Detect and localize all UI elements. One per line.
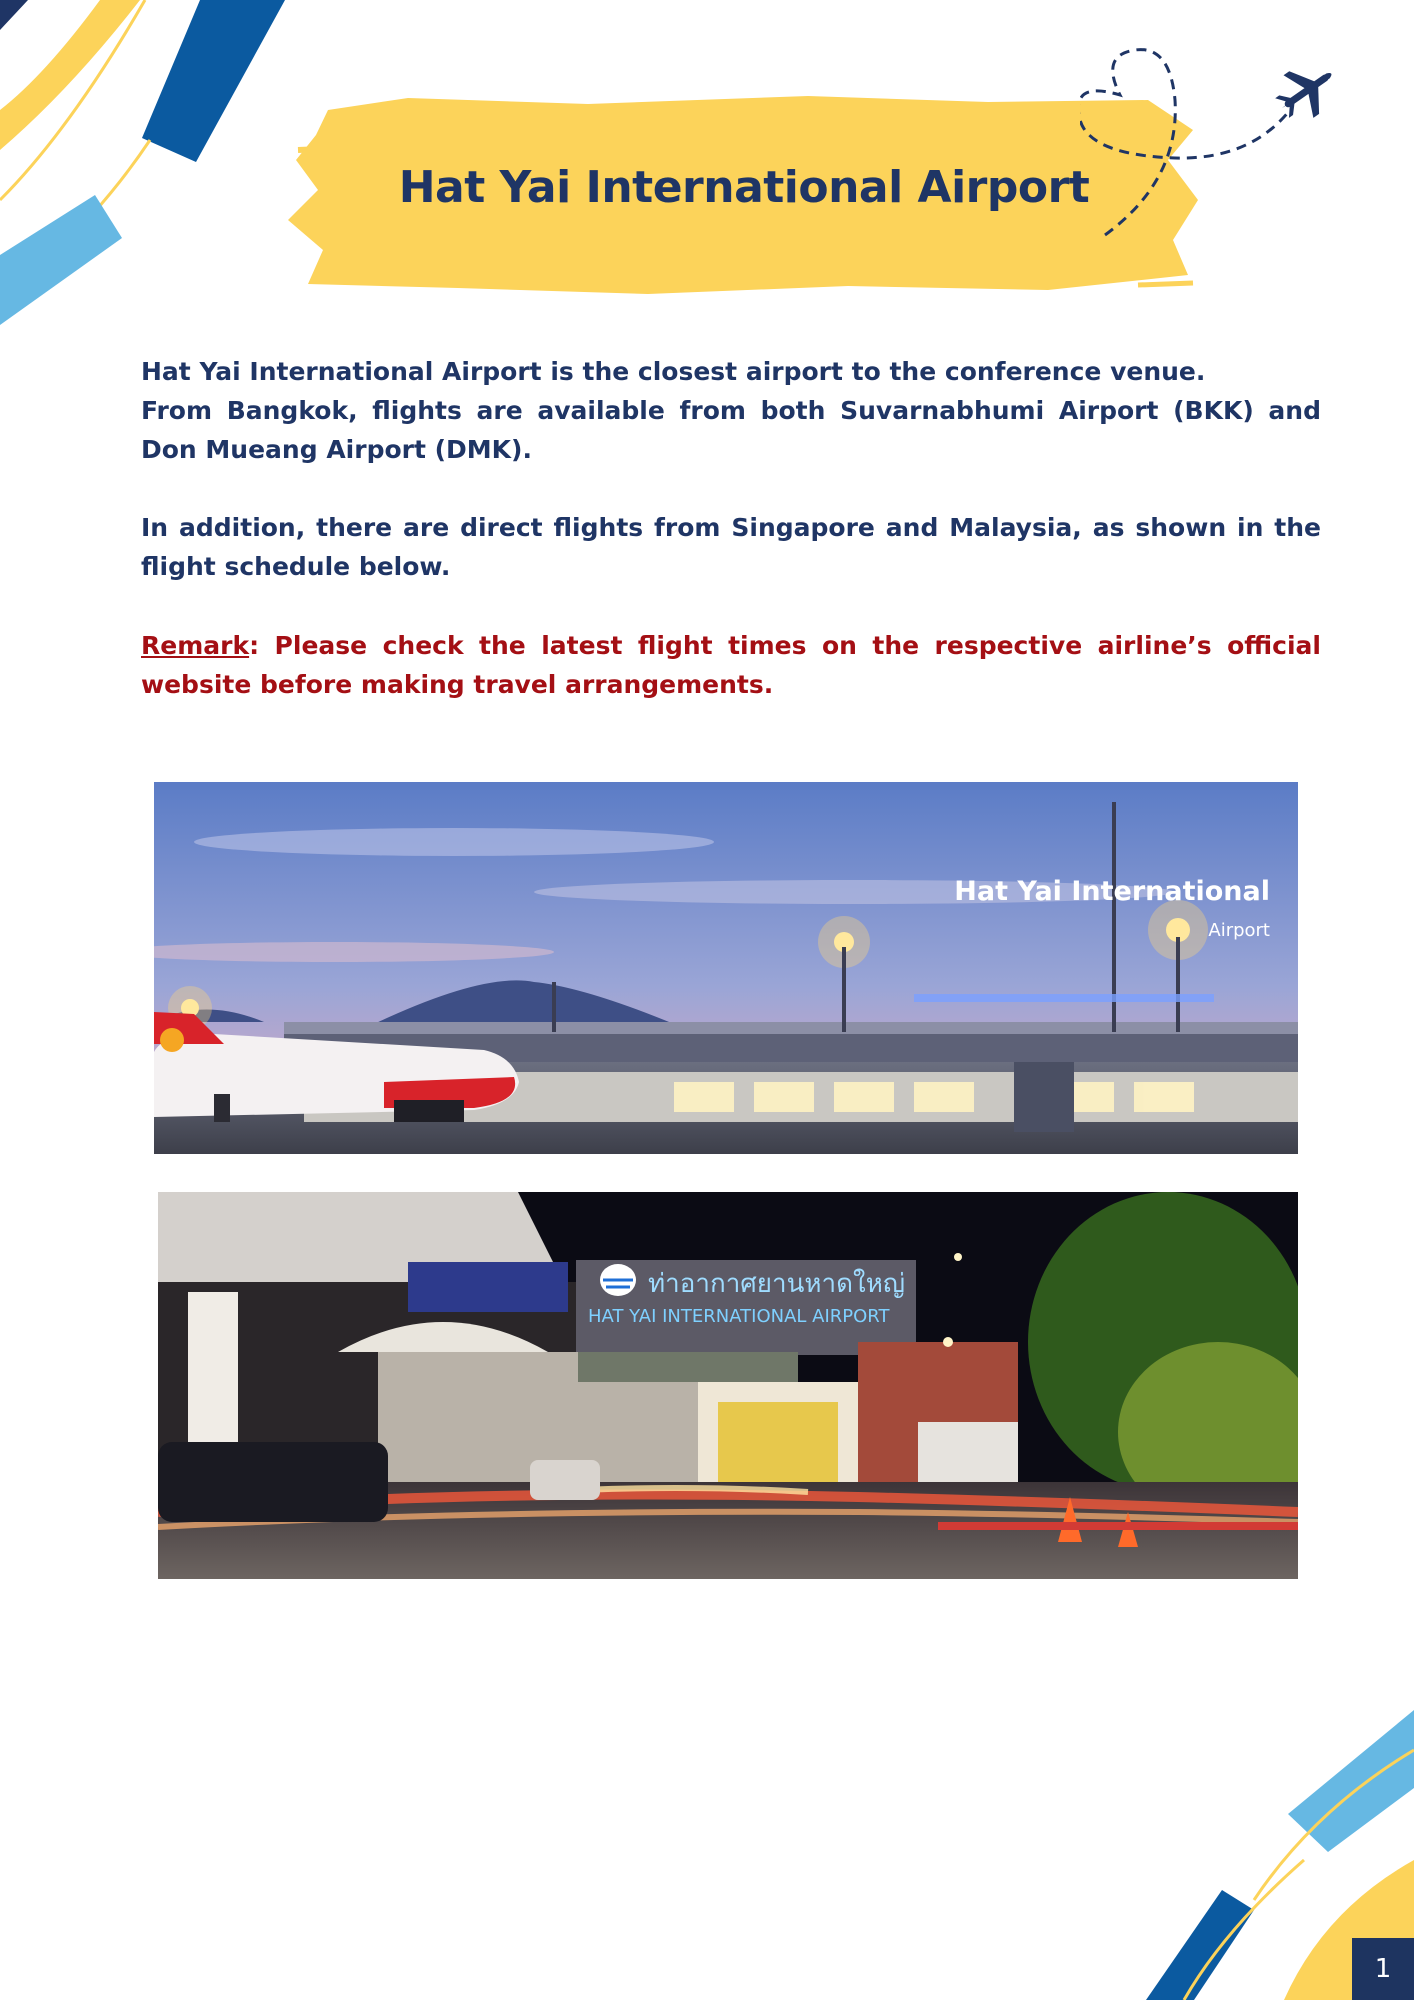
page-title: Hat Yai International Airport (398, 162, 1090, 213)
intro-line-2: From Bangkok, flights are available from both Suvarnabhumi Airport (BKK) and Don Mueang Airport (DMK). (141, 396, 1321, 464)
intro-line-1: Hat Yai International Airport is the closest airport to the conference venue. (141, 357, 1206, 386)
remark-paragraph (141, 626, 1321, 704)
airplane-icon (1080, 40, 1340, 250)
direct-flights-paragraph: In addition, there are direct flights from Singapore and Malaysia, as shown in the flight schedule below. (141, 513, 1321, 581)
photo2-sign-en: HAT YAI INTERNATIONAL AIRPORT (588, 1306, 890, 1327)
title-banner (288, 90, 1200, 302)
remark-label: Remark (141, 631, 250, 660)
airport-dusk-photo (154, 782, 1298, 1154)
terminal-night-photo (158, 1192, 1298, 1579)
intro-paragraph (141, 352, 1321, 469)
page-number: 1 (1352, 1938, 1414, 2000)
photo1-caption-line2: Airport (1208, 920, 1270, 941)
photo1-caption-line1: Hat Yai International (954, 876, 1270, 907)
remark-text: : Please check the latest flight times on the respective airline’s official website before making travel arrangements. (141, 631, 1321, 699)
decorative-swoosh-top-left (0, 0, 300, 340)
photo2-sign-thai: ท่าอากาศยานหาดใหญ่ (648, 1269, 906, 1299)
